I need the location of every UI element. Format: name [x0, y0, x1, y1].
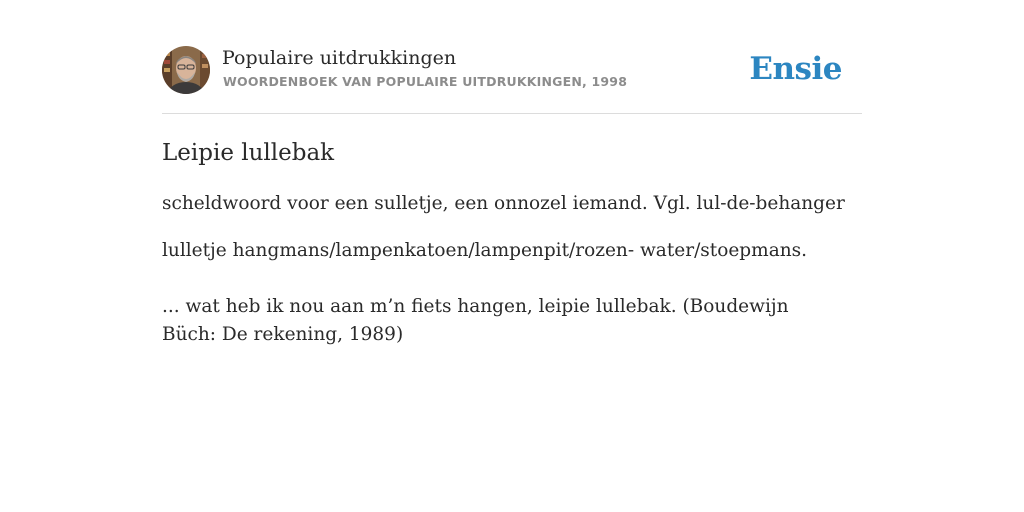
- entry-quote: ... wat heb ik nou aan m’n fiets hangen, leipie lullebak. (Boudewijn Büch: De rekening, 1989): [162, 296, 789, 345]
- entry-variants: lulletje hangmans/lampenkatoen/lampenpit/rozen- water/stoepmans.: [162, 240, 808, 261]
- portrait-photo-icon: [162, 46, 210, 94]
- entry-header: [162, 46, 862, 114]
- brand-logo[interactable]: Ensie: [749, 51, 842, 87]
- author-avatar[interactable]: [162, 46, 210, 94]
- entry-title: Leipie lullebak: [162, 140, 335, 166]
- source-label: WOORDENBOEK VAN POPULAIRE UITDRUKKINGEN, 1998: [223, 74, 628, 89]
- author-name[interactable]: Populaire uitdrukkingen: [222, 47, 457, 69]
- entry-card: [162, 46, 862, 345]
- entry-definition: scheldwoord voor een sulletje, een onnozel iemand. Vgl. lul-de-behanger: [162, 193, 845, 214]
